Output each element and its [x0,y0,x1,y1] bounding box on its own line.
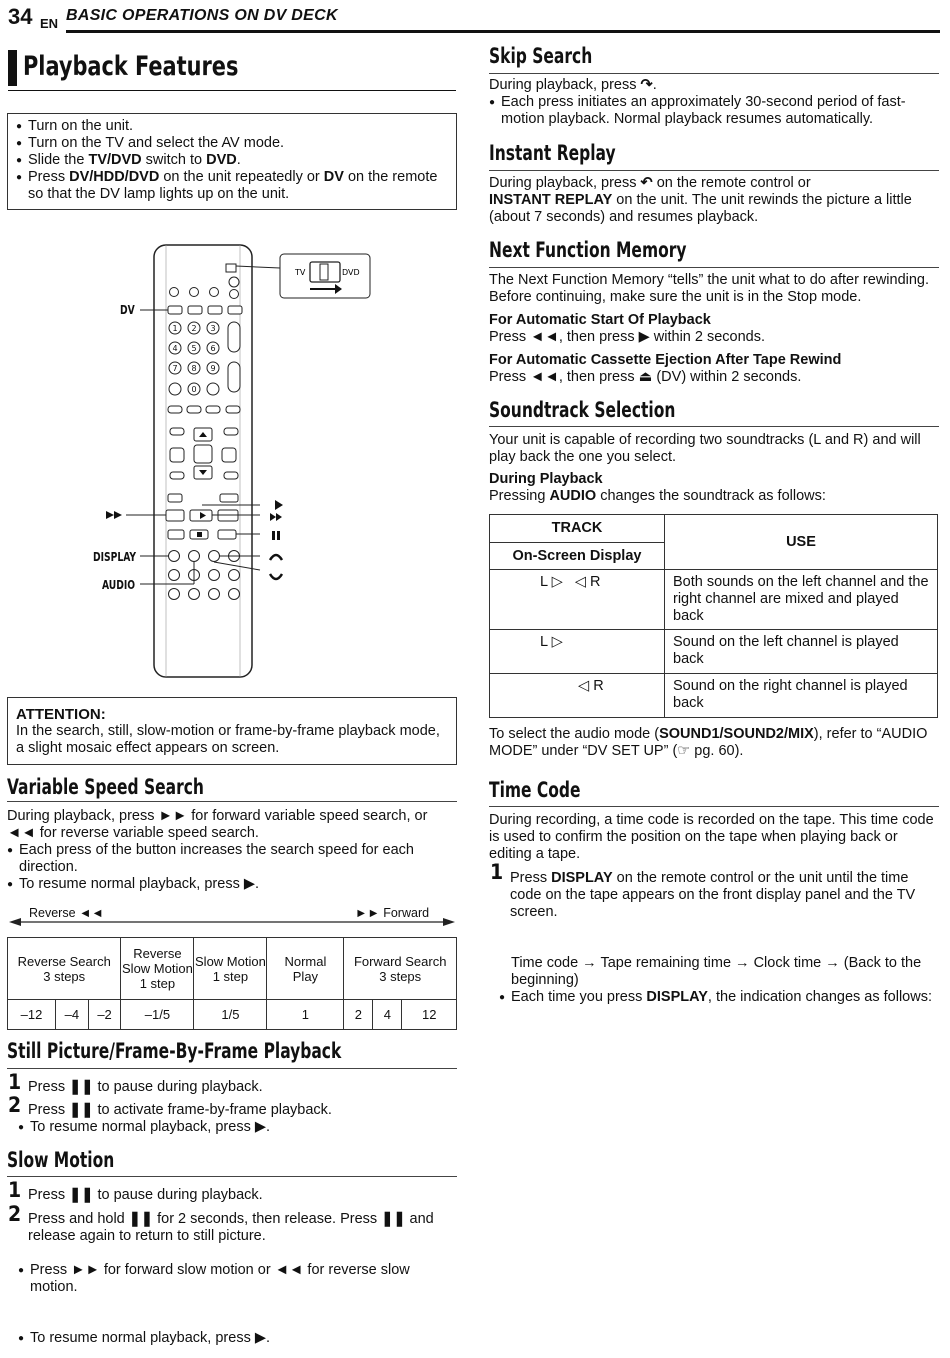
language-code: EN [40,16,59,31]
section-rule [7,801,457,802]
prep-item: ● Turn on the unit. [16,118,448,135]
th-reverse-search: Reverse Search 3 steps [8,938,121,1000]
slow-step-1: Press ❚❚ to pause during playback. [28,1187,263,1203]
nfm-body: The Next Function Memory “tells” the unit what to do after rewinding. Before continuing, make sure the unit is in the Stop mode. For Automatic Start Of Playback Press ◄◄, then press ▶ within 2 seconds. For Automatic Cassette Ejection After Tape Rewind Press ◄◄, then press ⏏ (DV) within 2 seconds. [489,272,930,385]
osd-both: L ▷ ◁ R [490,570,665,630]
still-step-2: Press ❚❚ to activate frame-by-frame playback. [28,1102,332,1118]
section-rule [7,1176,457,1177]
ff-icon: ►► [158,808,188,824]
prep-item: ● Press DV/HDD/DVD on the unit repeatedly or DV on the remote so that the DV lamp lights up on the unit. [16,169,448,203]
instant-replay-title: Instant Replay [489,141,616,165]
step-number: 1 [490,860,504,884]
running-header: BASIC OPERATIONS ON DV DECK [66,7,338,24]
osd-left: L ▷ [490,630,665,674]
bullet: ● Each press initiates an approximately 30-second period of fast-motion playback. Normal playback resumes automatically. [489,94,934,128]
skip-icon: ↷ [640,77,653,93]
svg-text:2: 2 [191,324,197,333]
audio-label: AUDIO [102,578,136,592]
section-rule [489,73,939,74]
variable-speed-body: During playback, press ►► for forward variable speed search, or ◄◄ for reverse variable speed search. ● Each press of the button increases the search speed for each direction. ● To resume normal playback, press ▶. [7,808,457,893]
svg-text:9: 9 [210,364,216,373]
th-slow: Slow Motion 1 step [194,938,267,1000]
next-function-memory-title: Next Function Memory [489,238,687,262]
slow-bullet: ● Press ►► for forward slow motion or ◄◄ for reverse slow motion. [18,1262,450,1296]
rew-icon: ◄◄ [530,369,559,385]
pause-icon: ❚❚ [69,1187,94,1203]
prep-item: ● Slide the TV/DVD switch to DVD. [16,152,448,169]
th-track: TRACK [490,515,665,543]
svg-text:DVD: DVD [342,268,360,277]
pause-icon: ❚❚ [381,1211,406,1227]
speed-cell: –1/5 [121,1000,194,1030]
timecode-intro: During recording, a time code is recorded on the tape. This time code is used to confirm the position on the tape when playing back or editing a tape. [489,812,934,862]
page-title: Playback Features [23,51,239,82]
slow-resume: ● To resume normal playback, press ▶. [18,1330,950,1347]
variable-speed-title: Variable Speed Search [7,775,204,799]
page-number: 34 [8,4,33,29]
svg-text:3: 3 [210,324,216,333]
speed-cell: 4 [373,1000,402,1030]
section-rule [489,806,939,807]
pause-icon: ❚❚ [69,1102,94,1118]
ff-icon: ►► [71,1262,100,1278]
pause-icon: ❚❚ [128,1211,154,1227]
speaker-left-icon: ▷ [551,574,563,590]
th-reverse-slow: Reverse Slow Motion 1 step [121,938,194,1000]
svg-text:8: 8 [191,364,197,373]
time-code-title: Time Code [489,778,581,802]
svg-text:1: 1 [172,324,178,333]
speed-cell: 1/5 [194,1000,267,1030]
replay-icon: ↶ [640,175,653,191]
timecode-bullet: ● Each time you press DISPLAY, the indication changes as follows: [499,989,950,1006]
soundtrack-title: Soundtrack Selection [489,398,676,422]
speaker-right-icon: ◁ [578,678,590,694]
th-forward-search: Forward Search 3 steps [344,938,457,1000]
speed-cell: –12 [8,1000,56,1030]
play-icon: ▶ [638,329,650,345]
skip-body: During playback, press ↷. ● Each press initiates an approximately 30-second period of fast-motion playback. Normal playback resumes automatically. [489,77,934,128]
th-normal: Normal Play [267,938,344,1000]
eject-icon: ⏏ [638,369,653,385]
slow-motion-title: Slow Motion [7,1148,115,1172]
dv-label: DV [120,303,135,317]
svg-text:7: 7 [172,364,178,373]
attention-title: ATTENTION: [16,706,106,723]
soundtrack-body: Your unit is capable of recording two soundtracks (L and R) and will play back the one you select. During Playback Pressing AUDIO changes the soundtrack as follows: [489,432,921,504]
title-bar [8,50,17,86]
svg-text:6: 6 [210,344,216,353]
rew-icon: ◄◄ [530,329,559,345]
svg-text:5: 5 [191,344,197,353]
section-rule [489,267,939,268]
play-icon: ▶ [254,1330,267,1346]
attention-box [7,697,457,765]
step-number: 2 [8,1093,22,1117]
pause-icon: ❚❚ [69,1079,94,1095]
remote-control-figure [80,240,380,680]
audio-mode-note: To select the audio mode (SOUND1/SOUND2/MIX), refer to “AUDIO MODE” under “DV SET UP” (☞ pg. 60). [489,726,928,759]
play-icon: ▶ [254,1119,267,1135]
th-use: USE [665,515,938,570]
osd-right: ◁ R [490,674,665,718]
th-osd: On-Screen Display [490,543,665,570]
playback-features-title [8,48,456,91]
svg-text:0: 0 [191,385,197,394]
replay-body: During playback, press ↶ on the remote control or INSTANT REPLAY on the unit. The unit rewinds the picture a little (about 7 seconds) and resumes playback. [489,175,912,225]
rew-icon: ◄◄ [7,825,36,841]
speed-cell: 2 [344,1000,373,1030]
step-number: 1 [8,1070,22,1094]
section-rule [7,1068,457,1069]
still-step-1: Press ❚❚ to pause during playback. [28,1079,263,1095]
speed-cell: –2 [88,1000,121,1030]
bullet: ● To resume normal playback, press ▶. [7,876,457,893]
attention-text: In the search, still, slow-motion or frame-by-frame playback mode, a slight mosaic effect appears on screen. [16,723,440,756]
section-rule [489,170,939,171]
speed-axis [7,904,457,928]
svg-text:TV: TV [295,268,306,277]
rew-icon: ◄◄ [274,1262,304,1278]
speed-cell: –4 [56,1000,89,1030]
bullet: ● Each press of the button increases the search speed for each direction. [7,842,457,876]
svg-text:4: 4 [172,344,178,353]
speed-table [7,937,457,1030]
speed-cell: 12 [402,1000,457,1030]
slow-step-2: Press and hold ❚❚ for 2 seconds, then release. Press ❚❚ and release again to return to still picture. [28,1211,434,1244]
speed-cell: 1 [267,1000,344,1030]
header-rule [66,30,940,33]
axis-reverse: Reverse ◄◄ [29,906,104,920]
use-cell: Sound on the right channel is played back [665,674,938,718]
skip-search-title: Skip Search [489,44,593,68]
step-number: 2 [8,1202,22,1226]
timecode-step-1: Press DISPLAY on the remote control or the unit until the time code on the tape appears on the front display panel and the TV screen. [510,870,916,920]
still-title: Still Picture/Frame-By-Frame Playback [7,1039,342,1063]
prep-item: ● Turn on the TV and select the AV mode. [16,135,448,152]
speaker-left-icon: ▷ [551,634,563,650]
speaker-right-icon: ◁ [574,574,586,590]
soundtrack-table [489,514,938,718]
use-cell: Both sounds on the left channel and the right channel are mixed and played back [665,570,938,630]
axis-forward: ►► Forward [355,906,430,920]
still-resume: ● To resume normal playback, press ▶. [18,1119,950,1136]
timecode-sequence: Time code → Tape remaining time → Clock time → (Back to the beginning) [511,955,922,988]
display-label: DISPLAY [93,550,136,564]
play-icon: ▶ [243,876,256,892]
step-number: 1 [8,1178,22,1202]
use-cell: Sound on the left channel is played back [665,630,938,674]
section-rule [489,426,939,427]
preparation-box [7,113,457,210]
